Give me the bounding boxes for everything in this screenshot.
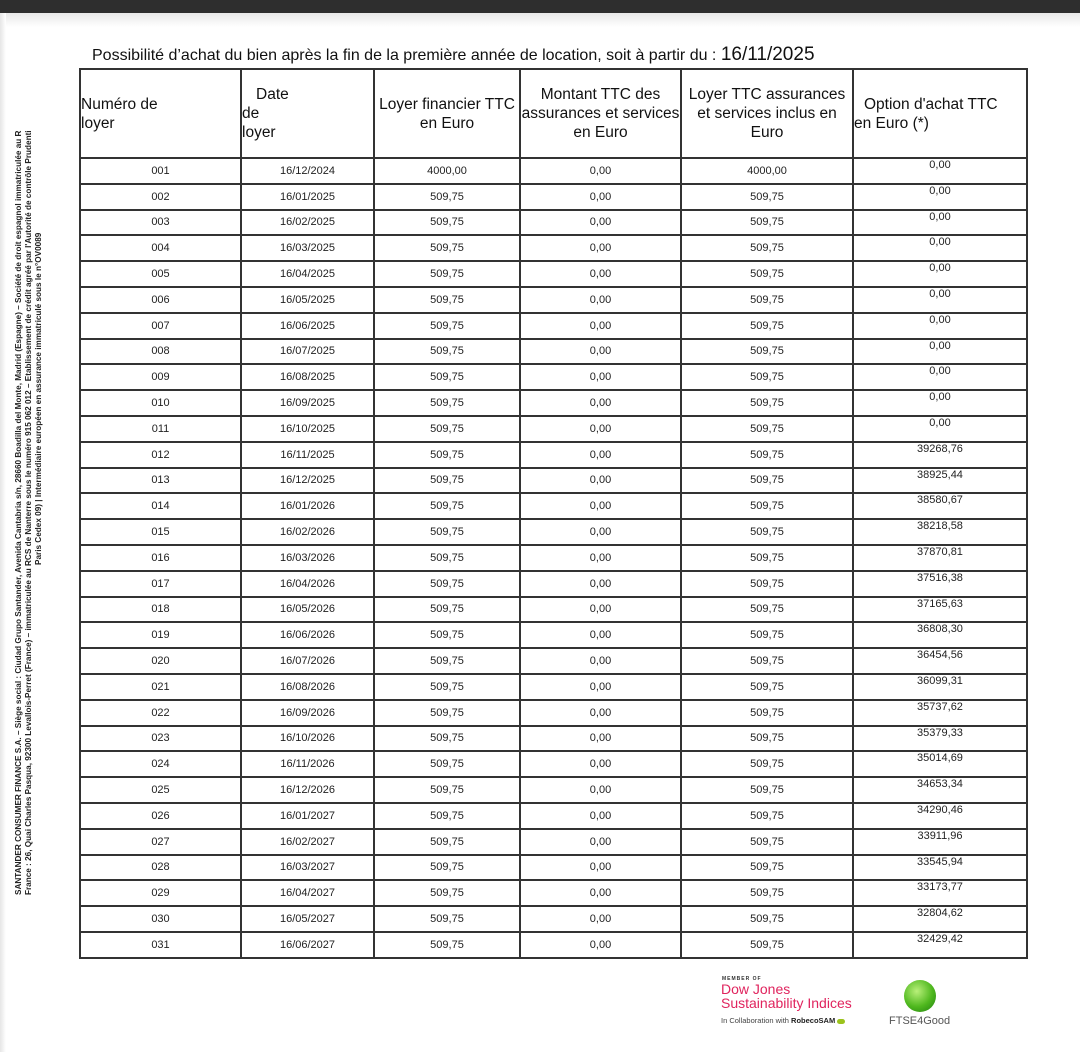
cell-date: 16/10/2026 bbox=[241, 726, 374, 752]
table-row bbox=[80, 235, 1027, 261]
cell-montant-assurances: 0,00 bbox=[520, 726, 681, 752]
cell-numero: 005 bbox=[80, 261, 241, 287]
table-header-row bbox=[80, 69, 1027, 158]
cell-montant-assurances: 0,00 bbox=[520, 416, 681, 442]
cell-numero: 003 bbox=[80, 210, 241, 236]
cell-date: 16/05/2026 bbox=[241, 597, 374, 623]
cell-numero: 010 bbox=[80, 390, 241, 416]
table-row bbox=[80, 261, 1027, 287]
cell-numero: 004 bbox=[80, 235, 241, 261]
cell-date: 16/01/2025 bbox=[241, 184, 374, 210]
djsi-collaboration bbox=[721, 1016, 845, 1025]
cell-option-achat: 32804,62 bbox=[853, 906, 1027, 932]
cell-loyer-ttc: 509,75 bbox=[681, 519, 853, 545]
cell-date: 16/04/2027 bbox=[241, 880, 374, 906]
cell-option-achat: 33173,77 bbox=[853, 880, 1027, 906]
cell-date: 16/11/2025 bbox=[241, 442, 374, 468]
table-row bbox=[80, 674, 1027, 700]
cell-loyer-ttc: 509,75 bbox=[681, 313, 853, 339]
cell-montant-assurances: 0,00 bbox=[520, 829, 681, 855]
table-body bbox=[80, 158, 1027, 958]
cell-option-achat: 39268,76 bbox=[853, 442, 1027, 468]
cell-montant-assurances: 0,00 bbox=[520, 545, 681, 571]
cell-date: 16/01/2027 bbox=[241, 803, 374, 829]
cell-option-achat: 0,00 bbox=[853, 339, 1027, 365]
table-row bbox=[80, 622, 1027, 648]
table-row bbox=[80, 339, 1027, 365]
cell-loyer-ttc: 509,75 bbox=[681, 339, 853, 365]
table-row bbox=[80, 493, 1027, 519]
cell-loyer-ttc: 509,75 bbox=[681, 210, 853, 236]
cell-numero: 028 bbox=[80, 855, 241, 881]
cell-loyer-financier: 509,75 bbox=[374, 235, 520, 261]
cell-option-achat: 38580,67 bbox=[853, 493, 1027, 519]
table-row bbox=[80, 468, 1027, 494]
cell-option-achat: 33911,96 bbox=[853, 829, 1027, 855]
cell-montant-assurances: 0,00 bbox=[520, 803, 681, 829]
cell-option-achat: 32429,42 bbox=[853, 932, 1027, 958]
cell-date: 16/12/2025 bbox=[241, 468, 374, 494]
table-row bbox=[80, 571, 1027, 597]
title-date: 16/11/2025 bbox=[720, 44, 815, 65]
cell-date: 16/04/2026 bbox=[241, 571, 374, 597]
djsi-member-label: MEMBER OF bbox=[722, 976, 762, 982]
cell-loyer-ttc: 509,75 bbox=[681, 261, 853, 287]
cell-loyer-financier: 509,75 bbox=[374, 442, 520, 468]
table-row bbox=[80, 777, 1027, 803]
header-line: Date bbox=[256, 86, 289, 103]
cell-numero: 023 bbox=[80, 726, 241, 752]
header-line: Option d'achat TTC bbox=[864, 95, 998, 113]
header-option-achat bbox=[853, 69, 1027, 158]
cell-numero: 008 bbox=[80, 339, 241, 365]
cell-date: 16/03/2026 bbox=[241, 545, 374, 571]
table-row bbox=[80, 751, 1027, 777]
cell-numero: 022 bbox=[80, 700, 241, 726]
cell-loyer-ttc: 509,75 bbox=[681, 545, 853, 571]
djsi-name-line: Sustainability Indices bbox=[721, 995, 852, 1011]
cell-loyer-ttc: 509,75 bbox=[681, 648, 853, 674]
table-row bbox=[80, 287, 1027, 313]
cell-loyer-financier: 509,75 bbox=[374, 287, 520, 313]
table-row bbox=[80, 648, 1027, 674]
cell-loyer-financier: 509,75 bbox=[374, 906, 520, 932]
cell-loyer-ttc: 509,75 bbox=[681, 235, 853, 261]
table-row bbox=[80, 932, 1027, 958]
cell-montant-assurances: 0,00 bbox=[520, 468, 681, 494]
cell-loyer-ttc: 509,75 bbox=[681, 674, 853, 700]
cell-numero: 019 bbox=[80, 622, 241, 648]
cell-date: 16/12/2024 bbox=[241, 158, 374, 184]
cell-loyer-financier: 509,75 bbox=[374, 803, 520, 829]
cell-loyer-financier: 509,75 bbox=[374, 545, 520, 571]
cell-montant-assurances: 0,00 bbox=[520, 313, 681, 339]
cell-date: 16/07/2026 bbox=[241, 648, 374, 674]
viewer-top-bar bbox=[0, 0, 1080, 13]
cell-loyer-ttc: 509,75 bbox=[681, 700, 853, 726]
table-row bbox=[80, 545, 1027, 571]
cell-loyer-ttc: 509,75 bbox=[681, 364, 853, 390]
cell-option-achat: 0,00 bbox=[853, 261, 1027, 287]
cell-numero: 026 bbox=[80, 803, 241, 829]
cell-loyer-financier: 509,75 bbox=[374, 597, 520, 623]
header-line: loyer bbox=[81, 114, 115, 132]
cell-montant-assurances: 0,00 bbox=[520, 519, 681, 545]
ftse4good-globe-icon bbox=[904, 980, 936, 1012]
cell-option-achat: 35737,62 bbox=[853, 700, 1027, 726]
djsi-name-line: Dow Jones bbox=[721, 981, 791, 997]
cell-date: 16/12/2026 bbox=[241, 777, 374, 803]
cell-loyer-ttc: 509,75 bbox=[681, 571, 853, 597]
cell-loyer-financier: 509,75 bbox=[374, 261, 520, 287]
cell-montant-assurances: 0,00 bbox=[520, 571, 681, 597]
cell-loyer-ttc: 509,75 bbox=[681, 726, 853, 752]
cell-loyer-ttc: 509,75 bbox=[681, 287, 853, 313]
cell-date: 16/02/2027 bbox=[241, 829, 374, 855]
cell-loyer-financier: 509,75 bbox=[374, 932, 520, 958]
cell-numero: 025 bbox=[80, 777, 241, 803]
table-row bbox=[80, 700, 1027, 726]
cell-option-achat: 0,00 bbox=[853, 184, 1027, 210]
table-row bbox=[80, 416, 1027, 442]
cell-numero: 029 bbox=[80, 880, 241, 906]
cell-date: 16/08/2026 bbox=[241, 674, 374, 700]
cell-loyer-ttc: 509,75 bbox=[681, 906, 853, 932]
cell-option-achat: 38925,44 bbox=[853, 468, 1027, 494]
cell-numero: 014 bbox=[80, 493, 241, 519]
document-title bbox=[92, 44, 815, 66]
cell-numero: 015 bbox=[80, 519, 241, 545]
cell-loyer-ttc: 509,75 bbox=[681, 416, 853, 442]
cell-date: 16/06/2027 bbox=[241, 932, 374, 958]
table-row bbox=[80, 158, 1027, 184]
cell-loyer-financier: 509,75 bbox=[374, 648, 520, 674]
cell-option-achat: 33545,94 bbox=[853, 855, 1027, 881]
cell-loyer-ttc: 509,75 bbox=[681, 829, 853, 855]
cell-loyer-financier: 4000,00 bbox=[374, 158, 520, 184]
header-line: loyer bbox=[242, 124, 276, 141]
djsi-logo bbox=[721, 982, 852, 1010]
cell-date: 16/02/2025 bbox=[241, 210, 374, 236]
cell-loyer-financier: 509,75 bbox=[374, 519, 520, 545]
cell-montant-assurances: 0,00 bbox=[520, 235, 681, 261]
cell-option-achat: 34653,34 bbox=[853, 777, 1027, 803]
cell-loyer-financier: 509,75 bbox=[374, 674, 520, 700]
legal-line: France : 26, Quai Charles Pasqua, 92300 Levallois-Perret (France) – immatriculée au RCS de Nanterre sous le numéro 915 062 012 – Etablissement de crédit agréé par l'Autorité de contrôle Prudenti bbox=[24, 130, 33, 895]
cell-numero: 007 bbox=[80, 313, 241, 339]
table-row bbox=[80, 829, 1027, 855]
cell-montant-assurances: 0,00 bbox=[520, 855, 681, 881]
cell-loyer-ttc: 509,75 bbox=[681, 622, 853, 648]
cell-numero: 017 bbox=[80, 571, 241, 597]
table-row bbox=[80, 519, 1027, 545]
cell-loyer-ttc: 509,75 bbox=[681, 493, 853, 519]
cell-loyer-ttc: 509,75 bbox=[681, 880, 853, 906]
cell-option-achat: 0,00 bbox=[853, 364, 1027, 390]
cell-montant-assurances: 0,00 bbox=[520, 184, 681, 210]
cell-loyer-financier: 509,75 bbox=[374, 571, 520, 597]
cell-montant-assurances: 0,00 bbox=[520, 339, 681, 365]
cell-montant-assurances: 0,00 bbox=[520, 906, 681, 932]
cell-loyer-financier: 509,75 bbox=[374, 622, 520, 648]
cell-loyer-ttc: 509,75 bbox=[681, 442, 853, 468]
robecosam-dot-icon bbox=[837, 1019, 845, 1024]
cell-montant-assurances: 0,00 bbox=[520, 442, 681, 468]
cell-montant-assurances: 0,00 bbox=[520, 210, 681, 236]
cell-loyer-financier: 509,75 bbox=[374, 829, 520, 855]
cell-option-achat: 37870,81 bbox=[853, 545, 1027, 571]
cell-numero: 012 bbox=[80, 442, 241, 468]
cell-option-achat: 37516,38 bbox=[853, 571, 1027, 597]
collab-prefix: In Collaboration with bbox=[721, 1016, 792, 1025]
cell-numero: 013 bbox=[80, 468, 241, 494]
header-date-loyer bbox=[241, 69, 374, 158]
cell-montant-assurances: 0,00 bbox=[520, 493, 681, 519]
cell-option-achat: 37165,63 bbox=[853, 597, 1027, 623]
header-line: Numéro de bbox=[81, 95, 158, 113]
cell-date: 16/07/2025 bbox=[241, 339, 374, 365]
cell-loyer-ttc: 509,75 bbox=[681, 803, 853, 829]
cell-date: 16/09/2026 bbox=[241, 700, 374, 726]
cell-loyer-ttc: 509,75 bbox=[681, 932, 853, 958]
cell-numero: 011 bbox=[80, 416, 241, 442]
cell-loyer-financier: 509,75 bbox=[374, 726, 520, 752]
cell-loyer-financier: 509,75 bbox=[374, 390, 520, 416]
cell-numero: 002 bbox=[80, 184, 241, 210]
cell-montant-assurances: 0,00 bbox=[520, 880, 681, 906]
header-line: de bbox=[242, 105, 260, 122]
cell-option-achat: 38218,58 bbox=[853, 519, 1027, 545]
cell-loyer-financier: 509,75 bbox=[374, 468, 520, 494]
cell-option-achat: 36454,56 bbox=[853, 648, 1027, 674]
cell-option-achat: 0,00 bbox=[853, 210, 1027, 236]
cell-montant-assurances: 0,00 bbox=[520, 364, 681, 390]
cell-montant-assurances: 0,00 bbox=[520, 597, 681, 623]
legal-line: SANTANDER CONSUMER FINANCE S.A. – Siège social : Ciudad Grupo Santander, Avenida Cantabria s/n, 28660 Boadilla del Monte, Madrid (Espagne) – Société de droit espagnol immatriculée au R bbox=[14, 130, 23, 895]
cell-montant-assurances: 0,00 bbox=[520, 777, 681, 803]
cell-date: 16/04/2025 bbox=[241, 261, 374, 287]
cell-montant-assurances: 0,00 bbox=[520, 751, 681, 777]
cell-option-achat: 36099,31 bbox=[853, 674, 1027, 700]
cell-montant-assurances: 0,00 bbox=[520, 158, 681, 184]
cell-numero: 016 bbox=[80, 545, 241, 571]
cell-option-achat: 34290,46 bbox=[853, 803, 1027, 829]
table-row bbox=[80, 803, 1027, 829]
cell-loyer-ttc: 509,75 bbox=[681, 184, 853, 210]
cell-montant-assurances: 0,00 bbox=[520, 932, 681, 958]
cell-date: 16/05/2027 bbox=[241, 906, 374, 932]
cell-option-achat: 0,00 bbox=[853, 390, 1027, 416]
cell-montant-assurances: 0,00 bbox=[520, 261, 681, 287]
cell-montant-assurances: 0,00 bbox=[520, 674, 681, 700]
cell-numero: 027 bbox=[80, 829, 241, 855]
cell-loyer-ttc: 509,75 bbox=[681, 390, 853, 416]
cell-date: 16/10/2025 bbox=[241, 416, 374, 442]
cell-montant-assurances: 0,00 bbox=[520, 390, 681, 416]
cell-numero: 031 bbox=[80, 932, 241, 958]
cell-date: 16/01/2026 bbox=[241, 493, 374, 519]
cell-loyer-financier: 509,75 bbox=[374, 855, 520, 881]
legal-line: Paris Cedex 09) | Intermédiaire européen en assurance immatriculé sous le n°OV0089 bbox=[34, 232, 43, 565]
cell-option-achat: 0,00 bbox=[853, 287, 1027, 313]
cell-loyer-ttc: 4000,00 bbox=[681, 158, 853, 184]
cell-numero: 020 bbox=[80, 648, 241, 674]
page-top-shadow bbox=[0, 13, 1080, 27]
table-row bbox=[80, 597, 1027, 623]
table-row bbox=[80, 442, 1027, 468]
table-row bbox=[80, 210, 1027, 236]
cell-loyer-ttc: 509,75 bbox=[681, 468, 853, 494]
cell-loyer-ttc: 509,75 bbox=[681, 777, 853, 803]
cell-loyer-financier: 509,75 bbox=[374, 700, 520, 726]
cell-loyer-financier: 509,75 bbox=[374, 313, 520, 339]
cell-montant-assurances: 0,00 bbox=[520, 648, 681, 674]
rent-schedule-table bbox=[79, 68, 1028, 959]
table-row bbox=[80, 364, 1027, 390]
header-line: en Euro (*) bbox=[854, 114, 929, 132]
cell-numero: 030 bbox=[80, 906, 241, 932]
table-row bbox=[80, 184, 1027, 210]
table-row bbox=[80, 855, 1027, 881]
cell-loyer-financier: 509,75 bbox=[374, 210, 520, 236]
robecosam-brand: RobecoSAM bbox=[791, 1016, 836, 1025]
header-loyer-financier: Loyer financier TTC en Euro bbox=[374, 69, 520, 158]
cell-numero: 018 bbox=[80, 597, 241, 623]
cell-montant-assurances: 0,00 bbox=[520, 287, 681, 313]
cell-option-achat: 0,00 bbox=[853, 235, 1027, 261]
cell-numero: 001 bbox=[80, 158, 241, 184]
cell-date: 16/03/2025 bbox=[241, 235, 374, 261]
header-montant-assurances: Montant TTC des assurances et services en Euro bbox=[520, 69, 681, 158]
cell-date: 16/06/2025 bbox=[241, 313, 374, 339]
legal-sidebar-text bbox=[14, 0, 44, 895]
cell-loyer-financier: 509,75 bbox=[374, 339, 520, 365]
header-numero-loyer bbox=[80, 69, 241, 158]
page-left-edge bbox=[0, 13, 6, 1052]
cell-loyer-financier: 509,75 bbox=[374, 751, 520, 777]
cell-option-achat: 0,00 bbox=[853, 158, 1027, 184]
cell-option-achat: 0,00 bbox=[853, 416, 1027, 442]
ftse4good-label: FTSE4Good bbox=[889, 1015, 951, 1027]
table-row bbox=[80, 880, 1027, 906]
cell-loyer-financier: 509,75 bbox=[374, 416, 520, 442]
cell-numero: 021 bbox=[80, 674, 241, 700]
cell-date: 16/02/2026 bbox=[241, 519, 374, 545]
sustainability-logos bbox=[720, 975, 980, 1035]
table-row bbox=[80, 390, 1027, 416]
cell-montant-assurances: 0,00 bbox=[520, 622, 681, 648]
table-row bbox=[80, 906, 1027, 932]
cell-loyer-financier: 509,75 bbox=[374, 493, 520, 519]
cell-numero: 024 bbox=[80, 751, 241, 777]
cell-date: 16/08/2025 bbox=[241, 364, 374, 390]
cell-loyer-financier: 509,75 bbox=[374, 880, 520, 906]
cell-date: 16/11/2026 bbox=[241, 751, 374, 777]
cell-option-achat: 36808,30 bbox=[853, 622, 1027, 648]
cell-date: 16/03/2027 bbox=[241, 855, 374, 881]
cell-date: 16/06/2026 bbox=[241, 622, 374, 648]
cell-option-achat: 35014,69 bbox=[853, 751, 1027, 777]
table-row bbox=[80, 313, 1027, 339]
cell-loyer-financier: 509,75 bbox=[374, 777, 520, 803]
cell-numero: 009 bbox=[80, 364, 241, 390]
cell-loyer-ttc: 509,75 bbox=[681, 751, 853, 777]
cell-numero: 006 bbox=[80, 287, 241, 313]
cell-date: 16/09/2025 bbox=[241, 390, 374, 416]
title-text: Possibilité d’achat du bien après la fin de la première année de location, soit à partir du : bbox=[92, 47, 721, 64]
cell-loyer-ttc: 509,75 bbox=[681, 597, 853, 623]
cell-loyer-financier: 509,75 bbox=[374, 184, 520, 210]
cell-montant-assurances: 0,00 bbox=[520, 700, 681, 726]
cell-date: 16/05/2025 bbox=[241, 287, 374, 313]
header-loyer-ttc: Loyer TTC assurances et services inclus en Euro bbox=[681, 69, 853, 158]
table-row bbox=[80, 726, 1027, 752]
cell-option-achat: 0,00 bbox=[853, 313, 1027, 339]
cell-loyer-financier: 509,75 bbox=[374, 364, 520, 390]
cell-option-achat: 35379,33 bbox=[853, 726, 1027, 752]
cell-loyer-ttc: 509,75 bbox=[681, 855, 853, 881]
